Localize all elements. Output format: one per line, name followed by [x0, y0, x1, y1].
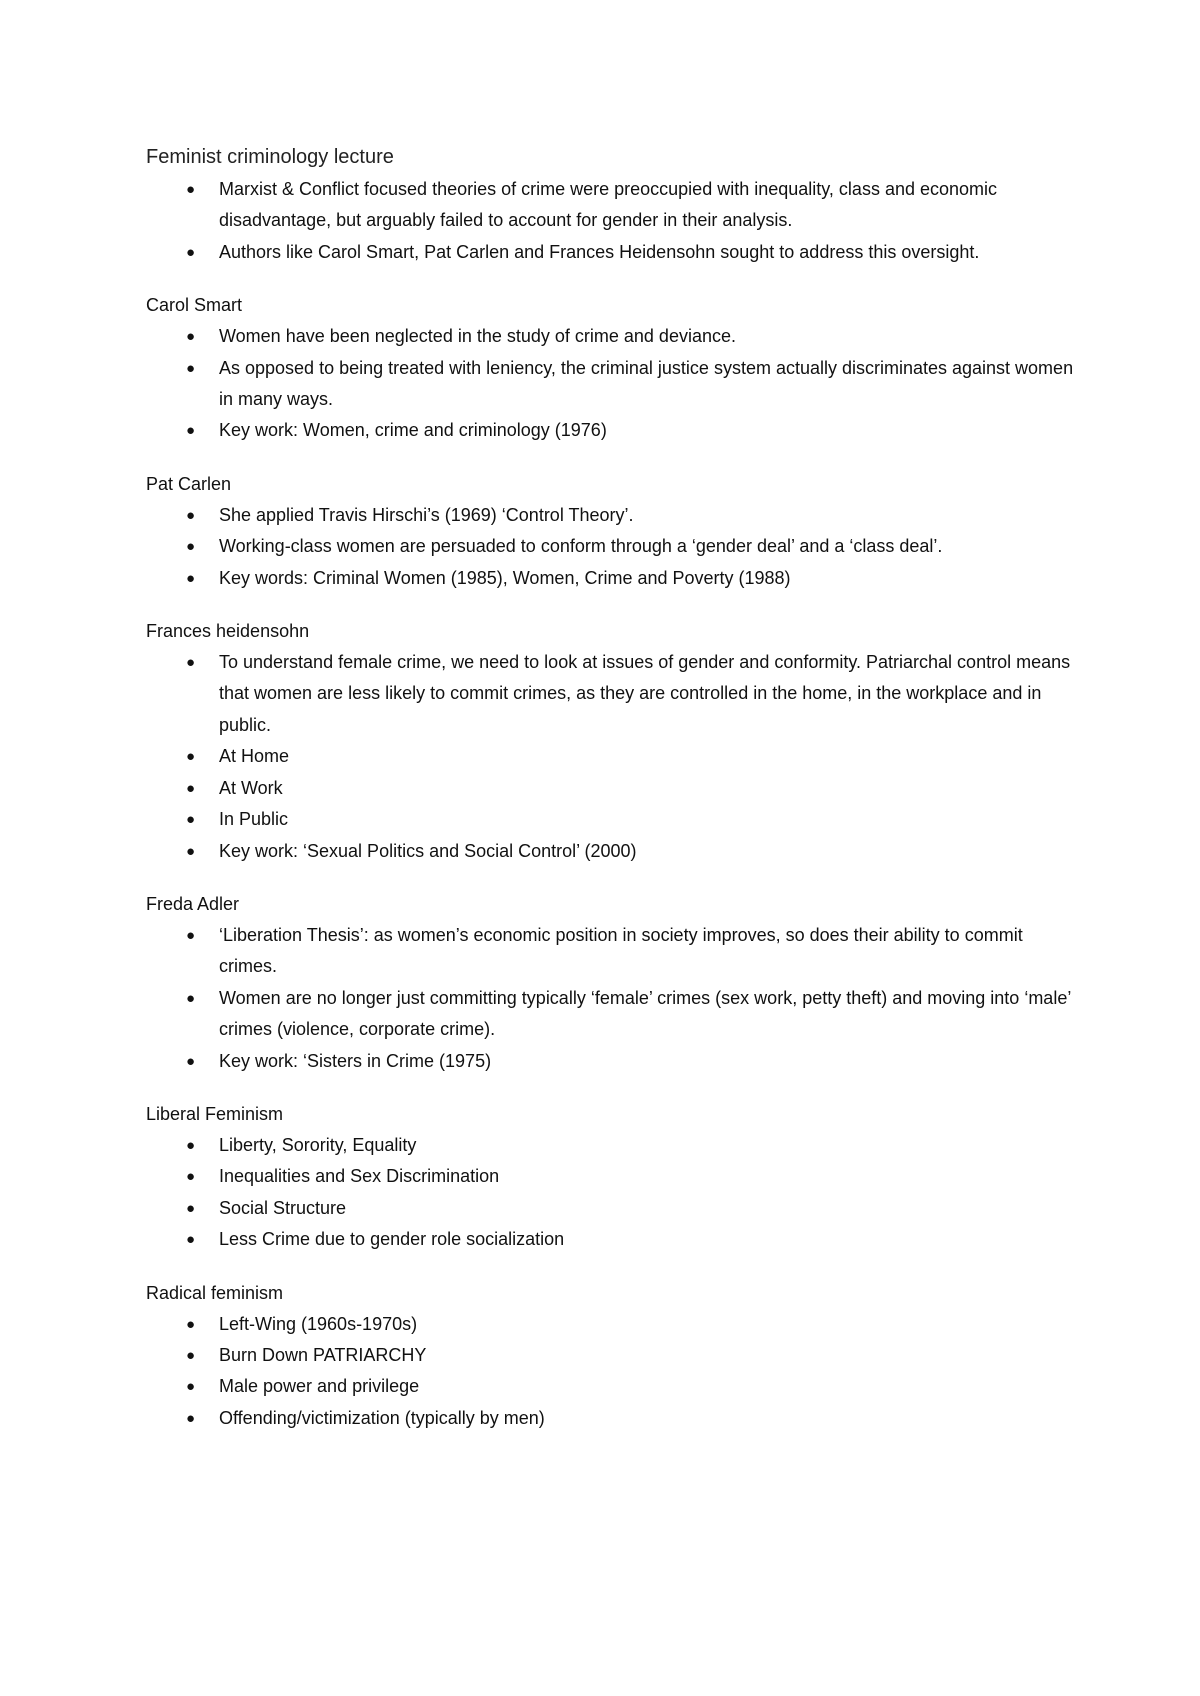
bullet-icon: ●: [186, 654, 196, 672]
bullet-list: [146, 321, 1076, 447]
bullet-icon: ●: [186, 181, 196, 198]
bullet-icon: ●: [186, 1409, 196, 1427]
bullet-icon: ●: [186, 842, 196, 860]
list-item: ● Marxist & Conflict focused theories of crime were preoccupied with inequality, class and economic disadvantage, but arguably failed to account for gender in their analysis.: [146, 174, 1076, 237]
list-item: ● Inequalities and Sex Discrimination: [146, 1161, 1076, 1192]
bullet-icon: ●: [186, 1168, 196, 1186]
bullet-icon: ●: [186, 748, 196, 766]
bullet-icon: ●: [186, 1199, 196, 1217]
list-item: ● Burn Down PATRIARCHY: [146, 1340, 1076, 1371]
list-item: ● As opposed to being treated with leniency, the criminal justice system actually discriminates against women in many ways.: [146, 353, 1076, 416]
list-item: ● Women are no longer just committing typically ‘female’ crimes (sex work, petty theft) and moving into ‘male’ crimes (violence, corporate crime).: [146, 983, 1076, 1046]
section-pat-carlen: [146, 469, 1076, 594]
bullet-icon: ●: [186, 422, 196, 440]
list-item: ● She applied Travis Hirschi’s (1969) ‘Control Theory’.: [146, 500, 1076, 531]
list-item: ● Key work: ‘Sisters in Crime (1975): [146, 1046, 1076, 1077]
bullet-icon: ●: [186, 328, 196, 346]
list-item: ● ‘Liberation Thesis’: as women’s economic position in society improves, so does their ability to commit crimes.: [146, 920, 1076, 983]
bullet-list: [146, 1130, 1076, 1256]
list-item: ● Male power and privilege: [146, 1371, 1076, 1402]
bullet-list: [146, 500, 1076, 594]
list-item: ● Liberty, Sorority, Equality: [146, 1130, 1076, 1161]
bullet-icon: ●: [186, 989, 196, 1007]
list-item: ● Key words: Criminal Women (1985), Women, Crime and Poverty (1988): [146, 563, 1076, 594]
bullet-icon: ●: [186, 1136, 196, 1154]
bullet-list: [146, 920, 1076, 1077]
bullet-icon: ●: [186, 243, 196, 261]
list-item: ● Authors like Carol Smart, Pat Carlen and Frances Heidensohn sought to address this oversight.: [146, 237, 1076, 268]
section-carol-smart: [146, 290, 1076, 447]
document-content: [146, 144, 1076, 1456]
list-item: ● In Public: [146, 804, 1076, 835]
bullet-icon: ●: [186, 1315, 196, 1333]
section-heading: Liberal Feminism: [146, 1103, 284, 1124]
list-item: ● To understand female crime, we need to look at issues of gender and conformity. Patriarchal control means that women are less likely to commit crimes, as they are controlled in the home, in the workplace and in public.: [146, 647, 1076, 741]
bullet-icon: ●: [186, 926, 196, 944]
bullet-icon: ●: [186, 506, 196, 524]
list-item: ● Offending/victimization (typically by men): [146, 1403, 1076, 1434]
bullet-icon: ●: [186, 569, 196, 587]
section-heading: Freda Adler: [146, 893, 240, 914]
section-heading: Carol Smart: [146, 295, 243, 316]
bullet-icon: ●: [186, 1231, 196, 1249]
list-item: ● Less Crime due to gender role socialization: [146, 1224, 1076, 1255]
list-item: ● Working-class women are persuaded to conform through a ‘gender deal’ and a ‘class deal’.: [146, 531, 1076, 562]
section-liberal-feminism: [146, 1099, 1076, 1256]
bullet-icon: ●: [186, 1378, 196, 1396]
bullet-icon: ●: [186, 779, 196, 797]
list-item: ● Key work: Women, crime and criminology (1976): [146, 415, 1076, 446]
section-radical-feminism: [146, 1278, 1076, 1435]
document-title: Feminist criminology lecture: [146, 146, 394, 168]
bullet-icon: ●: [186, 1346, 196, 1364]
list-item: ● Left-Wing (1960s-1970s): [146, 1309, 1076, 1340]
list-item: ● Social Structure: [146, 1193, 1076, 1224]
section-frances-heidensohn: [146, 616, 1076, 867]
list-item: ● Key work: ‘Sexual Politics and Social Control’ (2000): [146, 836, 1076, 867]
section-heading: Pat Carlen: [146, 473, 232, 494]
bullet-icon: ●: [186, 359, 196, 377]
bullet-list: [146, 647, 1076, 867]
list-item: ● Women have been neglected in the study of crime and deviance.: [146, 321, 1076, 352]
bullet-icon: ●: [186, 538, 196, 556]
list-item: ● At Work: [146, 773, 1076, 804]
section-heading: Frances heidensohn: [146, 621, 310, 642]
intro-list: [146, 174, 1076, 268]
intro-section: [146, 174, 1076, 268]
list-item: ● At Home: [146, 741, 1076, 772]
bullet-icon: ●: [186, 811, 196, 829]
bullet-list: [146, 1309, 1076, 1435]
section-heading: Radical feminism: [146, 1282, 284, 1303]
bullet-icon: ●: [186, 1052, 196, 1070]
section-freda-adler: [146, 889, 1076, 1077]
